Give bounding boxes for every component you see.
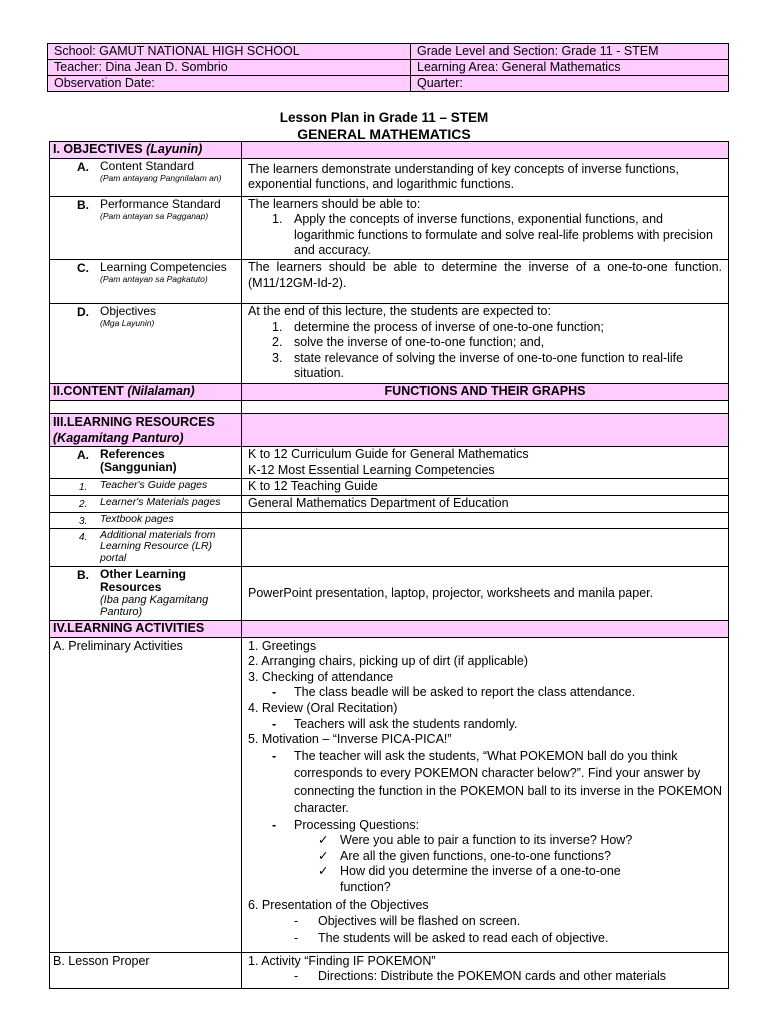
processing-question: ✓ Are all the given functions, one-to-one functions? <box>318 848 612 863</box>
activity-item: 1. Activity “Finding IF POKEMON” <box>248 953 436 968</box>
check-icon: ✓ <box>318 833 329 848</box>
competencies-row: C. Learning Competencies (Pam antayan sa Pagkatuto) The learners should be able to determine the inverse of a one-to-one function. (M11/12GM-Id-2). <box>50 259 729 303</box>
other-resources-text: PowerPoint presentation, laptop, projector, worksheets and manila paper. <box>242 566 729 620</box>
teacher-field: Teacher: Dina Jean D. Sombrio <box>48 60 411 76</box>
preliminary-activities-label: A. Preliminary Activities <box>50 637 242 952</box>
resource-item-row: 4. Additional materials from Learning Resource (LR) portal <box>50 528 729 566</box>
activity-item: 3. Checking of attendance <box>248 669 394 684</box>
resources-heading: III.LEARNING RESOURCES (Kagamitang Panturo) <box>50 413 242 446</box>
other-resources-row: B. Other Learning Resources (Iba pang Kagamitang Panturo) PowerPoint presentation, laptop, projector, worksheets and manila paper. <box>50 566 729 620</box>
check-icon: ✓ <box>318 848 329 863</box>
observation-date-field: Observation Date: <box>48 76 411 92</box>
reference-line: K-12 Most Essential Learning Competencies <box>248 462 495 477</box>
content-standard-label: Content Standard <box>100 158 195 173</box>
objective-item: 1. determine the process of inverse of one-to-one function; <box>272 319 604 334</box>
processing-question: ✓ How did you determine the inverse of a one-to-one function? <box>318 864 621 895</box>
activity-item: 2. Arranging chairs, picking up of dirt (if applicable) <box>248 654 529 669</box>
resource-item-row: 2. Learner's Materials pages General Mathematics Department of Education <box>50 495 729 512</box>
resources-heading-row <box>50 413 729 446</box>
performance-standard-item: 1. Apply the concepts of inverse functions, exponential functions, and logarithmic functions to formulate and solve real-life problems with precision and accuracy. <box>272 212 713 258</box>
spacer-row <box>50 400 729 413</box>
activities-heading-row <box>50 620 729 637</box>
lesson-proper-label: B. Lesson Proper <box>50 952 242 988</box>
content-standard-row: A. Content Standard (Pam antayang Pangnilalam an) The learners demonstrate understanding of key concepts of inverse functions, exponential functions, and logarithmic functions. <box>50 158 729 196</box>
activity-item: 1. Greetings <box>248 638 317 653</box>
resource-item-row: 3. Textbook pages <box>50 512 729 528</box>
header-table <box>47 43 729 92</box>
objective-item: 2. solve the inverse of one-to-one function; and, <box>272 335 545 350</box>
performance-standard-label: Performance Standard <box>100 196 221 211</box>
subject-title: GENERAL MATHEMATICS <box>297 126 471 142</box>
activity-item: 4. Review (Oral Recitation) <box>248 700 398 715</box>
lesson-plan-table <box>49 141 729 989</box>
references-label: References <box>100 447 165 462</box>
objectives-heading-row <box>50 142 729 159</box>
content-heading: II.CONTENT (Nilalaman) <box>50 383 242 400</box>
objectives-row: D. Objectives (Mga Layunin) At the end of this lecture, the students are expected to: 1. determine the process of inverse of one-to-one function; 2. solve the inverse of one-to-one function; and, 3. state relevance of solving the inverse of one-to-one function to real-life situation. <box>50 303 729 383</box>
activity-item: 5. Motivation – “Inverse PICA-PICA!” <box>248 732 452 747</box>
resource-item-row: 1. Teacher's Guide pages K to 12 Teaching Guide <box>50 479 729 496</box>
quarter-field: Quarter: <box>411 76 729 92</box>
other-resources-label: Other Learning Resources <box>100 566 187 594</box>
check-icon: ✓ <box>318 864 329 879</box>
activities-heading: IV.LEARNING ACTIVITIES <box>50 620 242 637</box>
lesson-proper-row: B. Lesson Proper 1. Activity “Finding IF POKEMON” - Directions: Distribute the POKEMON cards and other materials <box>50 952 729 988</box>
content-standard-text: The learners demonstrate understanding of key concepts of inverse functions, exponential functions, and logarithmic functions. <box>248 161 679 192</box>
grade-field: Grade Level and Section: Grade 11 - STEM <box>411 44 729 60</box>
content-row <box>50 383 729 400</box>
school-field: School: GAMUT NATIONAL HIGH SCHOOL <box>48 44 411 60</box>
preliminary-activities-row: A. Preliminary Activities 1. Greetings 2. Arranging chairs, picking up of dirt (if applicable) 3. Checking of attendance - The class beadle will be asked to report the class attendance. 4. Review (Oral Recitation) - Teachers will ask the students randomly. 5. Motivation – “Inverse PICA-PICA!” - The teacher will ask the students, “What POKEMON ball do you think corresponds to every POKEMON character below?”. Find your answer by connecting the function in the POKEMON ball to its inverse in the POKEMON character. - Processing Questions: ✓ Were you able to pair a function to its inverse? How? ✓ Are all the given functions, one-to-one functions? ✓ How did you determine the inverse of a one-to-one function? 6. Presentation of the Objectives - Objectives will be flashed on screen. - The students will be asked to read each of objective. <box>50 637 729 952</box>
activity-item: 6. Presentation of the Objectives <box>248 897 429 912</box>
learning-area-field: Learning Area: General Mathematics <box>411 60 729 76</box>
objective-item: 3. state relevance of solving the inverse of one-to-one function to real-life situation. <box>272 350 684 381</box>
references-row: A. References (Sanggunian) K to 12 Curriculum Guide for General Mathematics K-12 Most Essential Learning Competencies <box>50 447 729 479</box>
reference-line: K to 12 Curriculum Guide for General Mathematics <box>248 447 529 462</box>
objectives-label: Objectives <box>100 303 157 318</box>
performance-standard-row: B. Performance Standard (Pam antayan sa Pagganap) The learners should be able to: 1. Apply the concepts of inverse functions, exponential functions, and logarithmic functions to formulate and solve real-life problems with precision and accuracy. <box>50 196 729 259</box>
lesson-plan-title: Lesson Plan in Grade 11 – STEM <box>279 110 489 125</box>
processing-question: ✓ Were you able to pair a function to its inverse? How? <box>318 833 633 848</box>
competencies-label: Learning Competencies <box>100 259 227 274</box>
objectives-heading: I. OBJECTIVES (Layunin) <box>50 142 242 159</box>
content-text: FUNCTIONS AND THEIR GRAPHS <box>242 383 729 400</box>
competencies-text: The learners should be able to determine the inverse of a one-to-one function. (M11/12GM-Id-2). <box>248 259 722 290</box>
